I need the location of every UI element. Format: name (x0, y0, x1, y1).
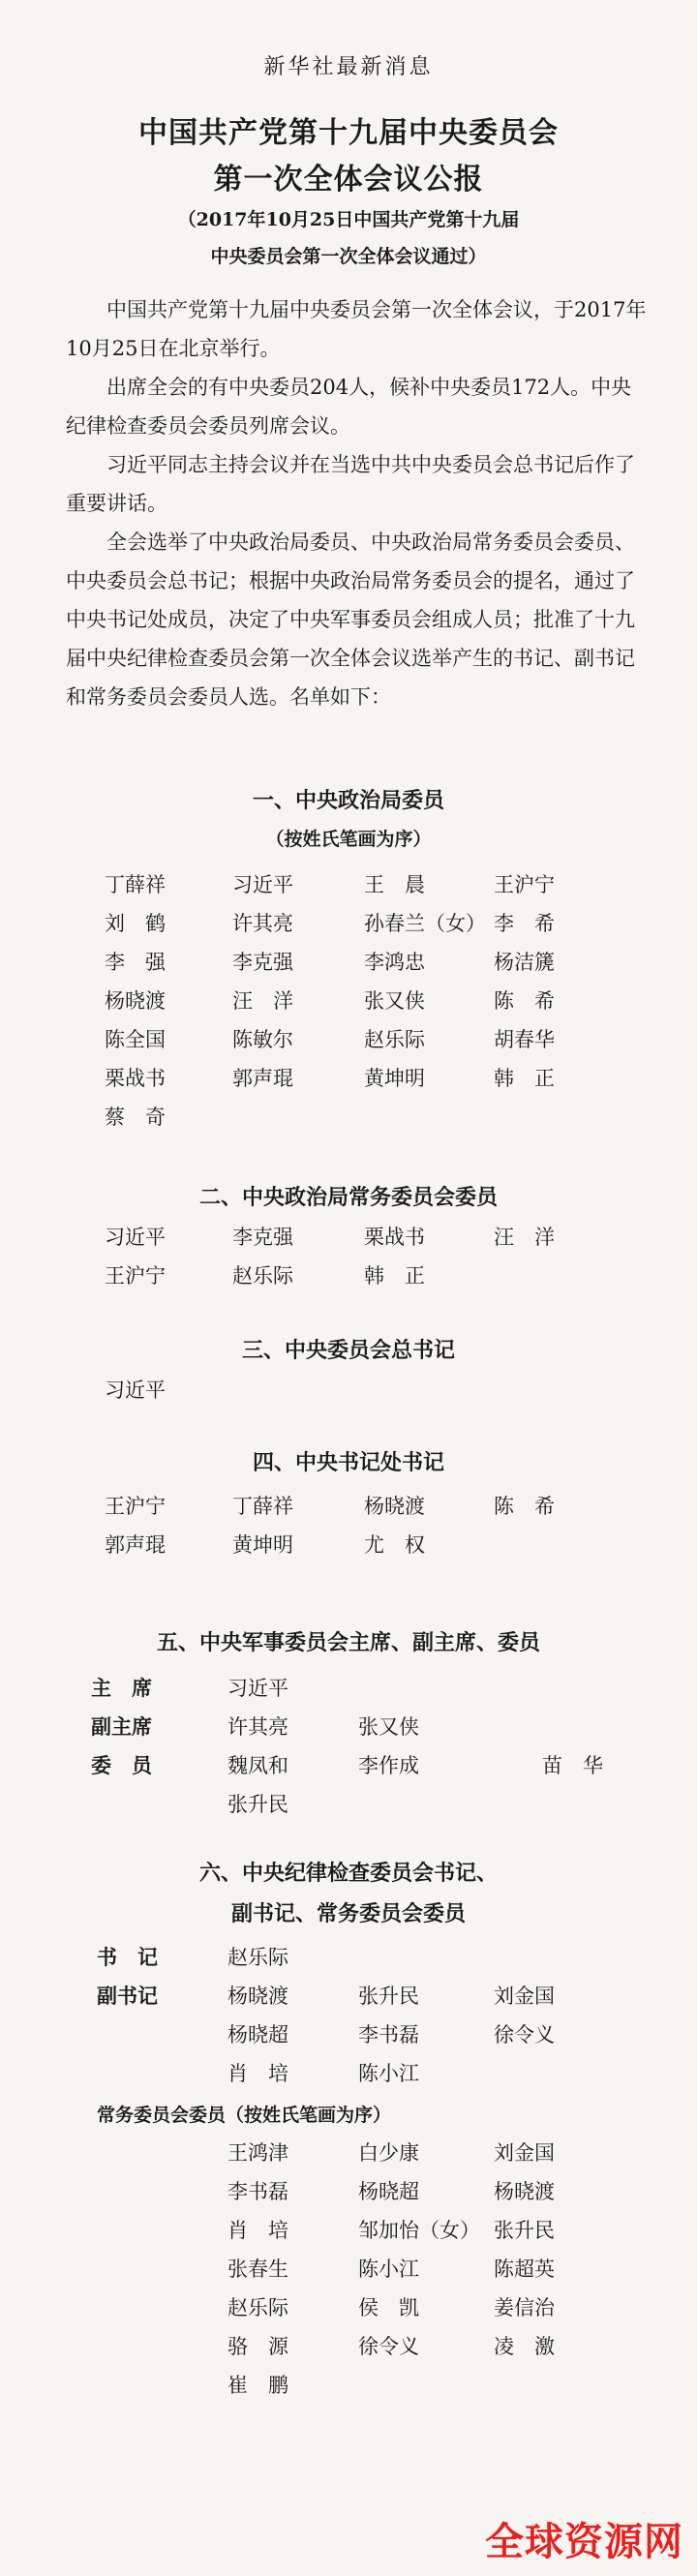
person-name: 赵乐际 (364, 1028, 425, 1051)
person-name: 张又侠 (364, 989, 425, 1013)
agency-line: 新华社最新消息 (263, 55, 434, 79)
title-line-2: 第一次全体会议公报 (213, 163, 484, 197)
person-name: 陈全国 (105, 1028, 166, 1051)
person-name: 陈小江 (358, 2258, 419, 2281)
section-note-stroke-order: （按姓氏笔画为序） (265, 829, 432, 850)
person-name: 习近平 (105, 1379, 166, 1402)
person-name: 郭声琨 (232, 1067, 293, 1090)
person-name: 苗 华 (542, 1754, 603, 1777)
person-name: 姜信治 (494, 2296, 555, 2319)
person-name: 白少康 (358, 2141, 419, 2165)
person-name: 刘金国 (494, 2141, 555, 2165)
person-name: 张升民 (227, 1793, 288, 1816)
section-title-discipline-commission-1: 六、中央纪律检查委员会书记、 (198, 1861, 498, 1886)
person-name: 尤 权 (364, 1533, 425, 1557)
person-name: 李 强 (105, 951, 166, 974)
standing-committee-label: 常务委员会委员（按姓氏笔画为序） (97, 2105, 392, 2126)
person-name: 蔡 奇 (105, 1106, 166, 1129)
person-name: 黄坤明 (232, 1533, 293, 1557)
person-name: 刘金国 (494, 1985, 555, 2008)
person-name: 李 希 (494, 912, 555, 935)
person-name: 王沪宁 (105, 1495, 166, 1518)
person-name: 黄坤明 (364, 1067, 425, 1090)
person-name: 习近平 (232, 873, 293, 896)
section-title-secretariat: 四、中央书记处书记 (252, 1450, 444, 1475)
person-name: 骆 源 (227, 2335, 288, 2358)
section-title-discipline-commission-2: 副书记、常务委员会委员 (230, 1901, 466, 1926)
person-name: 李克强 (232, 951, 293, 974)
person-name: 肖 培 (227, 2219, 288, 2242)
person-name: 张升民 (358, 1985, 419, 2008)
person-name: 王沪宁 (105, 1264, 166, 1288)
person-name: 李书磊 (358, 2023, 419, 2046)
person-name: 杨晓渡 (494, 2180, 555, 2203)
person-name: 张又侠 (358, 1715, 419, 1739)
person-name: 张春生 (227, 2258, 288, 2281)
title-line-1: 中国共产党第十九届中央委员会 (138, 116, 559, 150)
person-name: 王沪宁 (494, 873, 555, 896)
section-title-politburo: 一、中央政治局委员 (252, 788, 444, 813)
person-name: 凌 激 (494, 2335, 555, 2358)
person-name: 许其亮 (232, 912, 293, 935)
person-name: 许其亮 (227, 1715, 288, 1739)
person-name: 杨晓渡 (227, 1985, 288, 2008)
section-title-general-secretary: 三、中央委员会总书记 (241, 1338, 455, 1363)
person-name: 杨晓超 (227, 2023, 288, 2046)
person-name: 李克强 (232, 1226, 293, 1249)
person-name: 肖 培 (227, 2062, 288, 2085)
person-name: 韩 正 (494, 1067, 555, 1090)
paragraph: 全会选举了中央政治局委员、中央政治局常务委员会委员、中央委员会总书记；根据中央政治局常务委员会的提名，通过了中央书记处成员，决定了中央军事委员会组成人员；批准了十九届中央纪律检查委员会第一次全体会议选举产生的书记、副书记和常务委员会委员人选。名单如下： (66, 530, 635, 709)
person-name: 刘 鹤 (105, 912, 166, 935)
person-name: 赵乐际 (232, 1264, 293, 1288)
vice-chairman-label: 副主席 (91, 1714, 152, 1739)
person-name: 栗战书 (364, 1226, 425, 1249)
section-title-military-commission: 五、中央军事委员会主席、副主席、委员 (156, 1630, 540, 1655)
subtitle-line-1: （2017年10月25日中国共产党第十九届 (177, 209, 520, 230)
watermark-logo: 全球资源网 (485, 2520, 683, 2564)
person-name: 李作成 (358, 1754, 419, 1777)
person-name: 李鸿忠 (364, 951, 425, 974)
person-name: 陈敏尔 (232, 1028, 293, 1051)
person-name: 胡春华 (494, 1028, 555, 1051)
person-name: 丁薛祥 (232, 1495, 293, 1518)
person-name: 杨洁篪 (494, 951, 555, 974)
person-name: 习近平 (227, 1677, 288, 1700)
person-name: 陈超英 (494, 2258, 555, 2281)
paragraph: 中国共产党第十九届中央委员会第一次全体会议，于2017年10月25日在北京举行。 (66, 298, 647, 360)
person-name: 徐令义 (494, 2023, 555, 2046)
person-name: 魏凤和 (227, 1754, 288, 1777)
person-name: 杨晓渡 (364, 1495, 425, 1518)
members-label: 委 员 (91, 1753, 152, 1777)
person-name: 张升民 (494, 2219, 555, 2242)
person-name: 陈 希 (494, 989, 555, 1013)
secretary-label: 书 记 (97, 1945, 158, 1969)
person-name: 陈 希 (494, 1495, 555, 1518)
section-title-standing-committee: 二、中央政治局常务委员会委员 (198, 1185, 498, 1210)
person-name: 杨晓超 (358, 2180, 419, 2203)
person-name: 崔 鹏 (227, 2374, 288, 2397)
person-name: 孙春兰（女） (364, 912, 486, 935)
person-name: 赵乐际 (227, 2296, 288, 2319)
person-name: 栗战书 (105, 1067, 166, 1090)
person-name: 李书磊 (227, 2180, 288, 2203)
person-name: 邹加怡（女） (358, 2219, 480, 2242)
subtitle-line-2: 中央委员会第一次全体会议通过） (210, 246, 487, 267)
person-name: 丁薛祥 (105, 873, 166, 896)
chairman-label: 主 席 (91, 1676, 152, 1700)
deputy-secretary-label: 副书记 (97, 1984, 158, 2008)
person-name: 郭声琨 (105, 1533, 166, 1557)
person-name: 杨晓渡 (105, 989, 166, 1013)
communique-body (66, 290, 647, 716)
person-name: 王鸿津 (227, 2141, 288, 2165)
person-name: 王 晨 (364, 873, 425, 896)
person-name: 韩 正 (364, 1264, 425, 1288)
person-name: 陈小江 (358, 2062, 419, 2085)
paragraph: 出席全会的有中央委员204人，候补中央委员172人。中央纪律检查委员会委员列席会议。 (66, 376, 632, 438)
person-name: 汪 洋 (232, 989, 293, 1013)
paragraph: 习近平同志主持会议并在当选中共中央委员会总书记后作了重要讲话。 (66, 453, 635, 515)
person-name: 侯 凯 (358, 2296, 419, 2319)
person-name: 习近平 (105, 1226, 166, 1249)
person-name: 汪 洋 (494, 1226, 555, 1249)
person-name: 徐令义 (358, 2335, 419, 2358)
person-name: 赵乐际 (227, 1946, 288, 1969)
